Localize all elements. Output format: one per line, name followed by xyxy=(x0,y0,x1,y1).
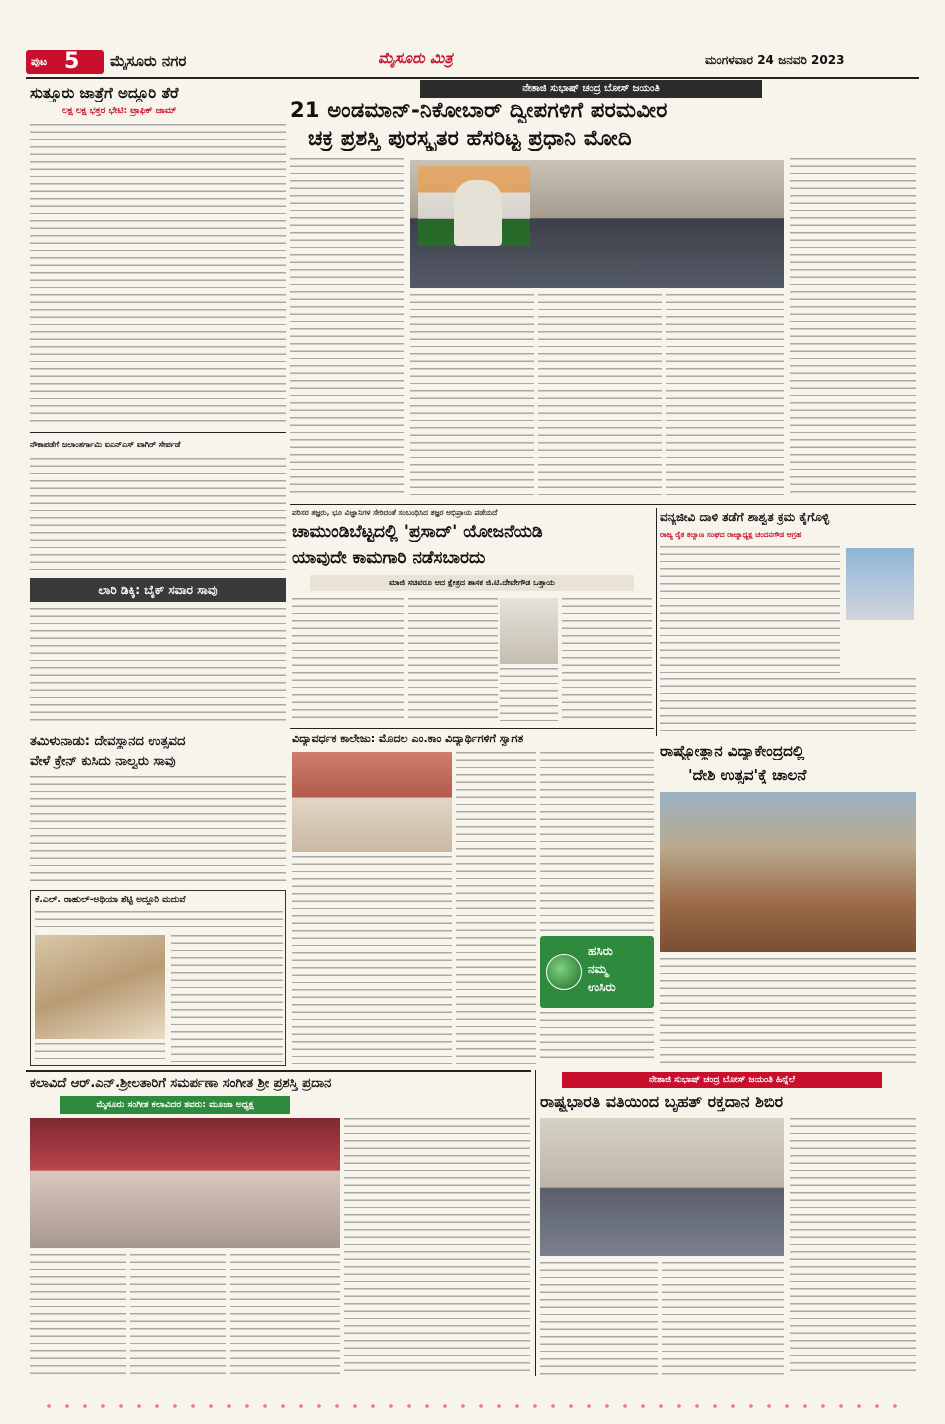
chamundi-subhead: ಮಾಜಿ ಸಚಿವರೂ ಆದ ಕ್ಷೇತ್ರದ ಶಾಸಕ ಜಿ.ಟಿ.ದೇವೇಗೌಡ ಒತ್ತಾಯ xyxy=(310,575,634,591)
page-label: ಪುಟ xyxy=(31,55,48,68)
lorry-body xyxy=(30,608,286,726)
green-slogan-box xyxy=(540,936,654,1008)
chamundi-body-col1 xyxy=(292,598,404,722)
slogan-line-1: ಹಸಿರು xyxy=(588,944,613,958)
netaji-body-col2 xyxy=(410,294,534,498)
vidyavardhaka-body-col1 xyxy=(292,856,452,1064)
rashtrotthana-body xyxy=(660,958,916,1064)
divider xyxy=(290,504,916,505)
suttur-subhead: ಲಕ್ಷ ಲಕ್ಷ ಭಕ್ತರ ಭೇಟಿ: ಟ್ರಾಫಿಕ್ ಜಾಮ್ xyxy=(62,106,177,116)
tamilnadu-body xyxy=(30,776,286,884)
netaji-body-col1 xyxy=(290,158,404,498)
navy-body xyxy=(30,458,286,570)
srilatha-body-col4 xyxy=(344,1118,530,1376)
modi-photo xyxy=(410,160,784,288)
suttur-headline: ಸುತ್ತೂರು ಜಾತ್ರೆಗೆ ಅದ್ಧೂರಿ ತೆರೆ xyxy=(30,84,179,102)
srilatha-body-col3 xyxy=(230,1254,340,1376)
rashtrotthana-headline-2: 'ದೇಶಿ ಉತ್ಸವ'ಕ್ಕೆ ಚಾಲನೆ xyxy=(688,766,807,784)
students-photo xyxy=(292,752,452,852)
netaji-body-col3 xyxy=(538,294,662,498)
speaker-figure xyxy=(454,180,502,246)
tamilnadu-headline-2: ವೇಳೆ ಕ್ರೇನ್ ಕುಸಿದು ನಾಲ್ವರು ಸಾವು xyxy=(30,754,176,769)
netaji-kicker: ನೇತಾಜಿ ಸುಭಾಷ್ ಚಂದ್ರ ಬೋಸ್ ಜಯಂತಿ xyxy=(420,80,762,98)
vidyavardhaka-body-col4 xyxy=(540,1012,654,1064)
chamundi-body-col3 xyxy=(500,668,558,722)
chamundi-body-col4 xyxy=(562,598,652,722)
page-number: 5 xyxy=(64,49,80,74)
divider xyxy=(26,1070,531,1072)
page-badge xyxy=(26,50,104,74)
rahul-headline: ಕೆ.ಎಲ್. ರಾಹುಲ್-ಅಥಿಯಾ ಶೆಟ್ಟಿ ಅದ್ಧೂರಿ ಮದುವೆ xyxy=(35,895,186,905)
issue-date: ಮಂಗಳವಾರ 24 ಜನವರಿ 2023 xyxy=(705,53,845,67)
wildlife-headline: ವನ್ಯಜೀವಿ ದಾಳಿ ತಡೆಗೆ ಶಾಶ್ವತ ಕ್ರಮ ಕೈಗೊಳ್ಳಿ xyxy=(660,510,830,524)
netaji-body-col5 xyxy=(790,158,916,498)
divider xyxy=(30,432,286,433)
wedding-photo xyxy=(35,935,165,1039)
devegowda-photo xyxy=(500,598,558,664)
wildlife-body xyxy=(660,546,840,674)
header-rule xyxy=(26,77,919,79)
blood-body-right xyxy=(790,1118,916,1376)
srilatha-body-col1 xyxy=(30,1254,126,1376)
vidyavardhaka-body-col2 xyxy=(456,752,536,1064)
chamundi-headline-1: ಚಾಮುಂಡಿಬೆಟ್ಟದಲ್ಲಿ 'ಪ್ರಸಾದ್' ಯೋಜನೆಯಡಿ xyxy=(292,522,543,542)
registration-marks xyxy=(40,1402,905,1410)
column-rule xyxy=(656,508,657,736)
blood-donation-photo xyxy=(540,1118,784,1256)
section-title: ಮೈಸೂರು ನಗರ xyxy=(110,52,187,70)
slogan-line-3: ಉಸಿರು xyxy=(588,980,616,994)
lorry-headline: ಲಾರಿ ಡಿಕ್ಕಿ: ಬೈಕ್ ಸವಾರ ಸಾವು xyxy=(30,578,286,602)
chamundi-body-col2 xyxy=(408,598,498,722)
suttur-body xyxy=(30,124,286,426)
rashtrotthana-headline-1: ರಾಷ್ಟ್ರೋತ್ಥಾನ ವಿದ್ಯಾಕೇಂದ್ರದಲ್ಲಿ xyxy=(660,742,805,760)
earth-icon xyxy=(546,954,582,990)
rahul-intro xyxy=(35,911,283,931)
chamundi-kicker: ಪರಿಸರ ತಜ್ಞರು, ಭೂ ವಿಜ್ಞಾನಿಗಳ ಸೇರಿದಂತೆ ಸಂಬಂಧಿಸಿದ ತಜ್ಞರ ಅಭಿಪ್ರಾಯ ಪಡೆಯದೆ xyxy=(292,508,498,517)
column-rule xyxy=(535,1070,536,1376)
award-photo xyxy=(30,1118,340,1248)
rahul-box xyxy=(30,890,286,1066)
paper-name: ಮೈಸೂರು ಮಿತ್ರ xyxy=(378,49,453,67)
chandan-gowda-photo xyxy=(846,548,914,620)
netaji-headline-2: ಚಕ್ರ ಪ್ರಶಸ್ತಿ ಪುರಸ್ಕೃತರ ಹೆಸರಿಟ್ಟ ಪ್ರಧಾನಿ ಮೋದಿ xyxy=(308,126,632,150)
paper-logo xyxy=(378,48,540,70)
divider xyxy=(290,728,654,729)
vidyavardhaka-body-col3 xyxy=(540,752,654,932)
navy-headline: ನೌಕಾಪಡೆಗೆ ಜಲಾಂತರ್ಗಾಮಿ ಐಎನ್‌ಎಸ್ ವಾಗಿರ್ ಸೇರ್ಪಡೆ xyxy=(30,440,181,449)
tamilnadu-headline-1: ತಮಿಳುನಾಡು: ದೇವಸ್ಥಾನದ ಉತ್ಸವದ xyxy=(30,734,186,749)
vidyavardhaka-headline: ವಿದ್ಯಾವರ್ಧಕ ಕಾಲೇಜು: ಮೊದಲ ಎಂ.ಕಾಂ ವಿದ್ಯಾರ್ಥಿಗಳಿಗೆ ಸ್ವಾಗತ xyxy=(292,732,524,745)
wildlife-body-2 xyxy=(660,678,916,736)
chamundi-headline-2: ಯಾವುದೇ ಕಾಮಗಾರಿ ನಡೆಸಬಾರದು xyxy=(292,548,486,568)
blood-kicker: ನೇತಾಜಿ ಸುಭಾಷ್ ಚಂದ್ರ ಬೋಸ್ ಜಯಂತಿ ಹಿನ್ನೆಲೆ xyxy=(562,1072,882,1088)
slogan-line-2: ನಮ್ಮ xyxy=(588,962,608,976)
blood-body-col2 xyxy=(662,1262,784,1376)
netaji-headline-1: 21 ಅಂಡಮಾನ್-ನಿಕೋಬಾರ್ ದ್ವೀಪಗಳಿಗೆ ಪರಮವೀರ xyxy=(290,98,668,122)
wildlife-subhead: ರಾಜ್ಯ ರೈತ ಕಲ್ಯಾಣ ಸಂಘದ ರಾಜ್ಯಾಧ್ಯಕ್ಷ ಚಂದನಗೌಡ ಆಗ್ರಹ xyxy=(660,530,802,539)
netaji-body-col4 xyxy=(666,294,784,498)
srilatha-body-col2 xyxy=(130,1254,226,1376)
children-mud-photo xyxy=(660,792,916,952)
srilatha-subhead: ಮೈಸೂರು ಸಂಗೀತ ಕಲಾವಿದರ ತವರು: ಮೂಜಾ ಅಧ್ಯಕ್ಷ xyxy=(60,1096,290,1114)
rahul-body xyxy=(171,935,283,1063)
photo-caption xyxy=(35,1043,165,1061)
blood-headline: ರಾಷ್ಟ್ರಭಾರತಿ ವತಿಯಿಂದ ಬೃಹತ್ ರಕ್ತದಾನ ಶಿಬಿರ xyxy=(540,1092,784,1111)
blood-body-col1 xyxy=(540,1262,658,1376)
srilatha-headline: ಕಲಾವಿದೆ ಆರ್.ಎನ್.ಶ್ರೀಲತಾರಿಗೆ ಸಮರ್ಪಣಾ ಸಂಗೀತ ಶ್ರೀ ಪ್ರಶಸ್ತಿ ಪ್ರದಾನ xyxy=(30,1076,332,1091)
